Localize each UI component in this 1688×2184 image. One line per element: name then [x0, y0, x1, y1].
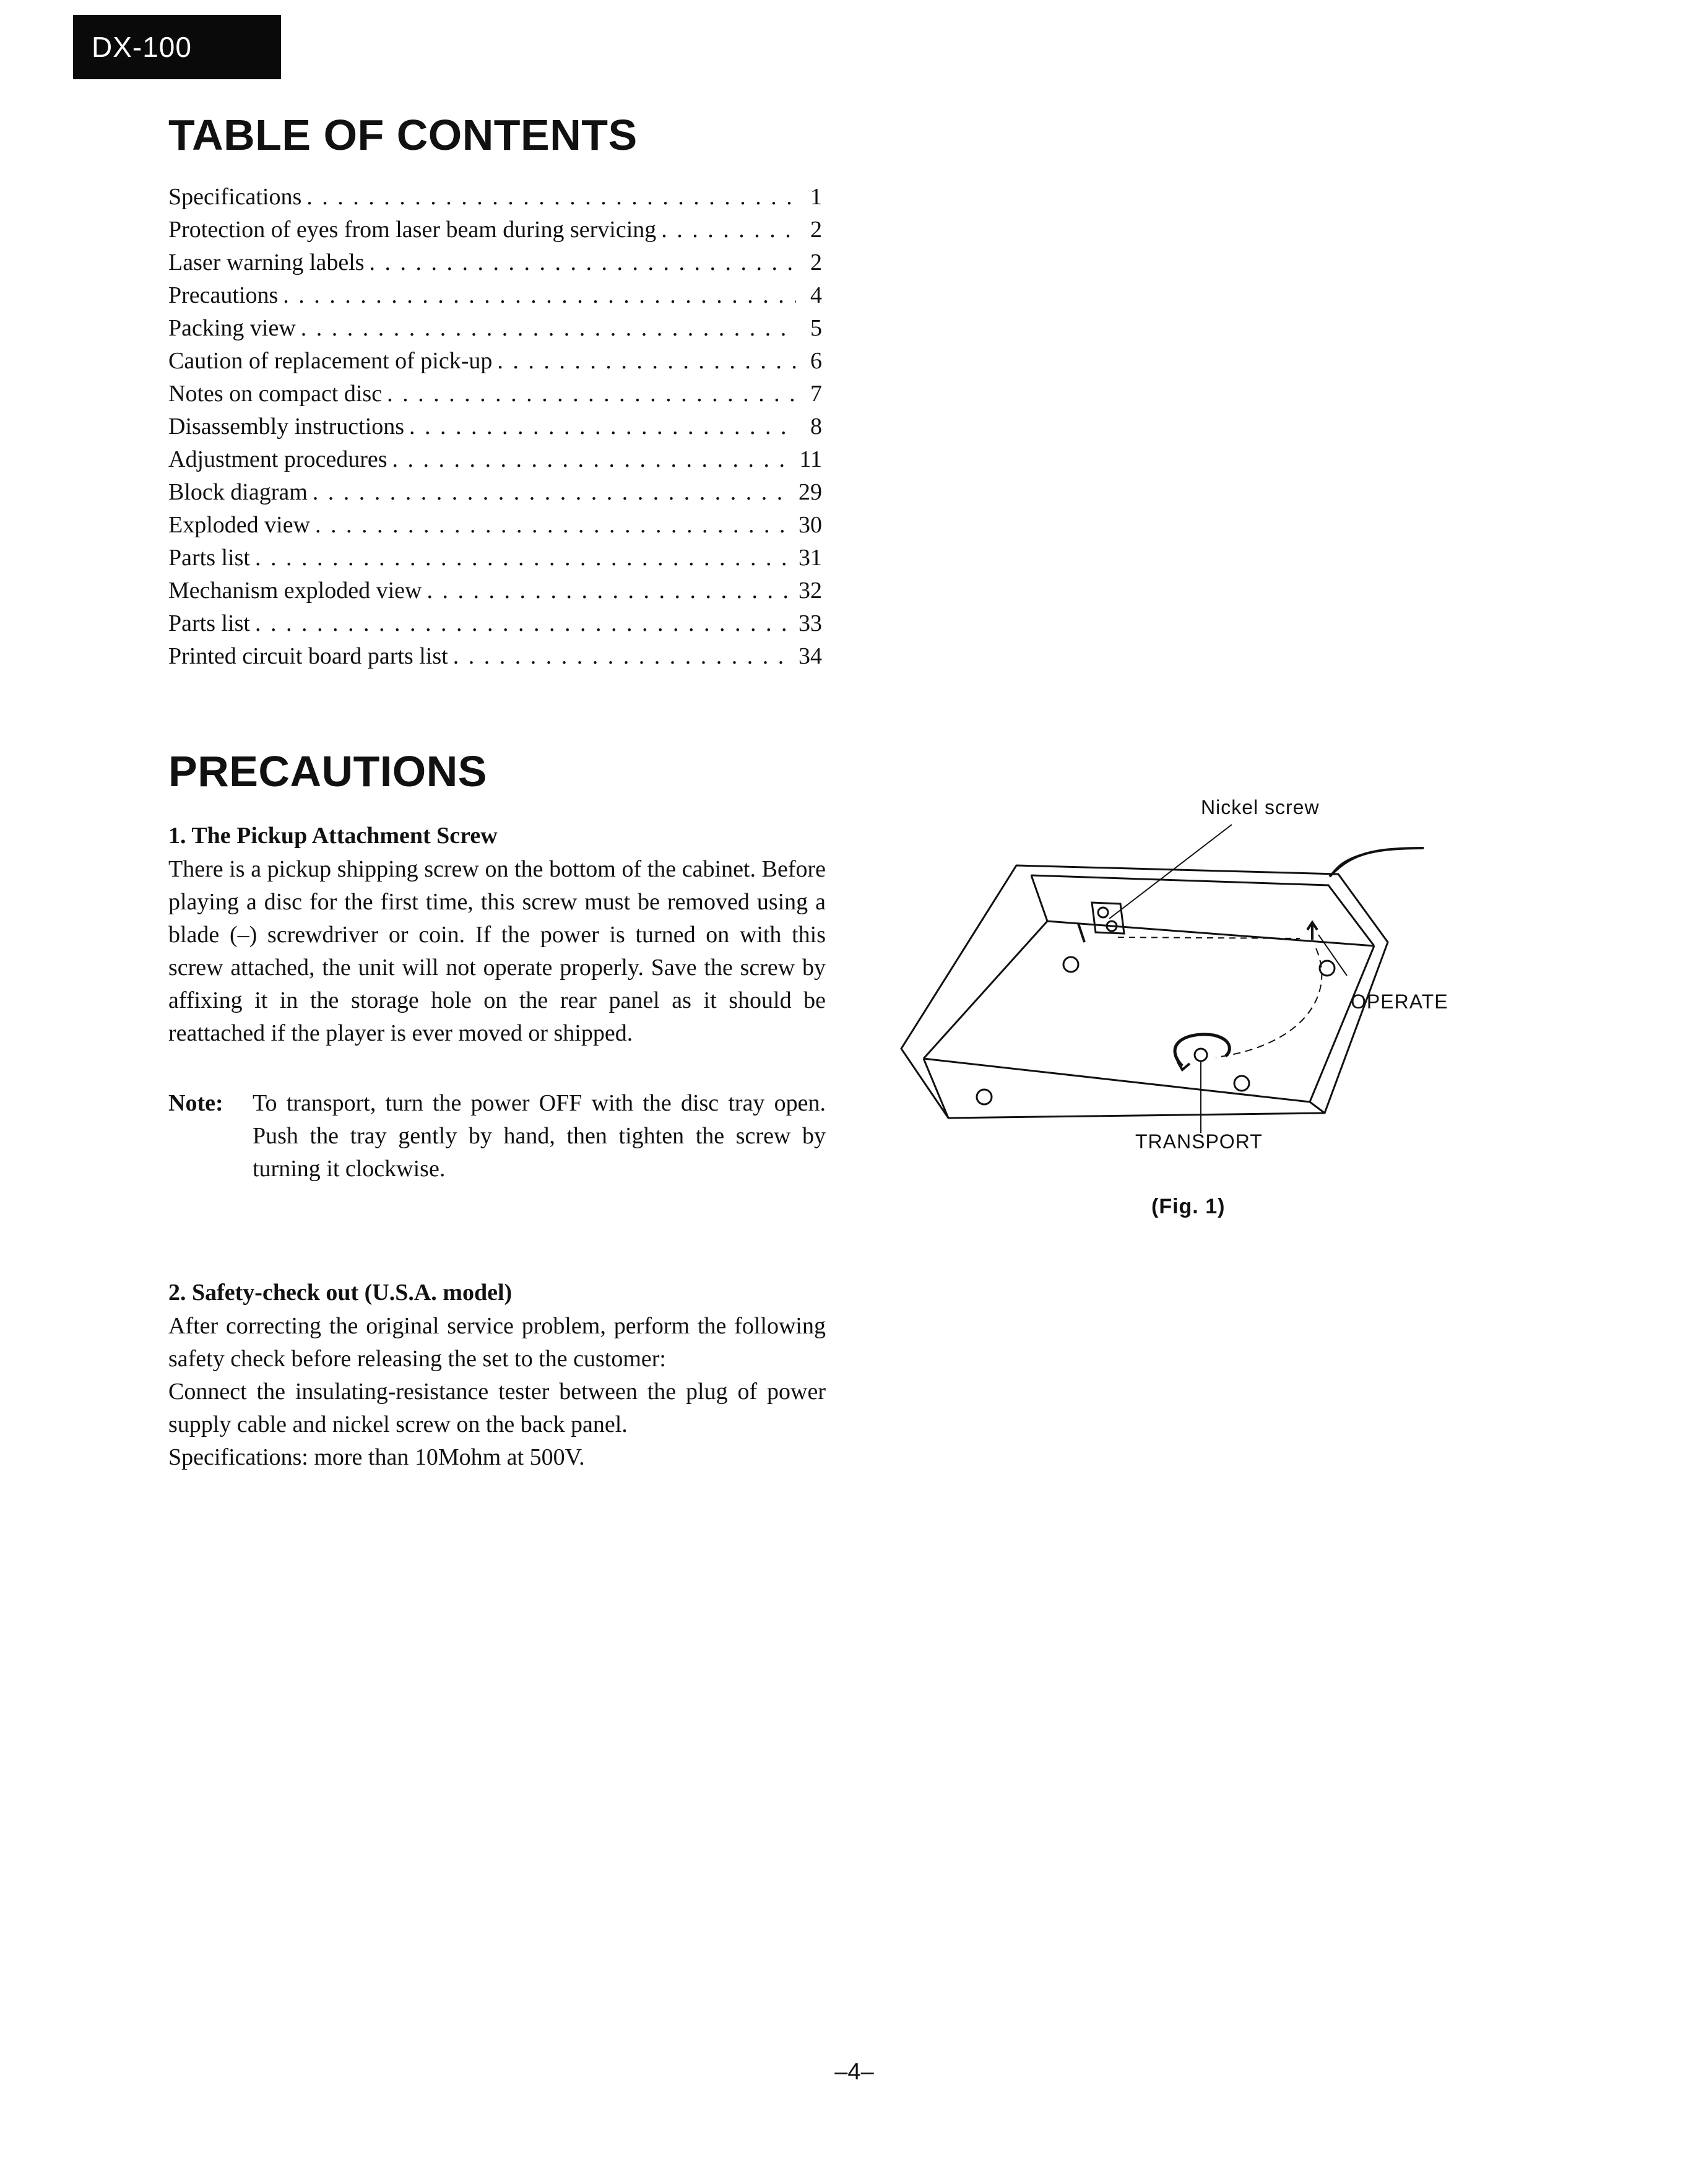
foot-icon	[1063, 957, 1078, 972]
toc-leader	[255, 544, 794, 571]
nickel-screw-label: Nickel screw	[1201, 796, 1320, 818]
toc-entry-title: Specifications	[168, 184, 302, 210]
section1-heading: 1. The Pickup Attachment Screw	[168, 823, 498, 849]
toc-entry-page: 32	[799, 578, 822, 604]
transport-label: TRANSPORT	[1135, 1130, 1263, 1153]
toc-entry-page: 30	[799, 512, 822, 538]
toc-entry-title: Block diagram	[168, 479, 308, 505]
toc-entry[interactable]	[168, 413, 822, 446]
toc-entry-page: 7	[810, 381, 822, 407]
operate-arrow-icon	[1307, 922, 1317, 940]
toc-entry[interactable]	[168, 479, 822, 511]
toc-entry-title: Exploded view	[168, 512, 311, 538]
toc-leader	[661, 216, 796, 243]
transport-screw-icon	[1195, 1049, 1207, 1061]
transport-note	[168, 1087, 826, 1185]
toc-entry[interactable]	[168, 544, 822, 577]
toc-entry[interactable]	[168, 282, 822, 314]
toc-entry-title: Mechanism exploded view	[168, 578, 422, 604]
toc-entry[interactable]	[168, 314, 822, 347]
section2-body	[168, 1310, 826, 1474]
toc-leader	[497, 347, 796, 375]
precautions-title: PRECAUTIONS	[168, 747, 487, 795]
toc-list	[168, 183, 822, 675]
toc-entry-title: Packing view	[168, 315, 296, 341]
toc-entry[interactable]	[168, 446, 822, 479]
section2-paragraph-2: Connect the insulating-resistance tester between the plug of power supply cable and nickel screw on the back panel.	[168, 1379, 826, 1437]
toc-entry[interactable]	[168, 183, 822, 216]
toc-entry-page: 31	[799, 545, 822, 571]
toc-entry[interactable]	[168, 216, 822, 249]
toc-entry-title: Notes on compact disc	[168, 381, 383, 407]
toc-leader	[370, 249, 796, 276]
toc-entry-page: 34	[799, 643, 822, 669]
nickel-screw-icon	[1098, 908, 1108, 917]
toc-title: TABLE OF CONTENTS	[168, 111, 638, 159]
toc-entry-title: Protection of eyes from laser beam during servicing	[168, 217, 657, 243]
section1-body: There is a pickup shipping screw on the bottom of the cabinet. Before playing a disc for the first time, this screw must be removed using a blade (–) screwdriver or coin. If the power is turned on with this screw attached, the unit will not operate properly. Save the screw by affixing it in the storage hole on the rear panel as it should be reattached if the player is ever moved or shipped.	[168, 856, 826, 1046]
section2-paragraph-1: After correcting the original service problem, perform the following safety check before releasing the set to the customer:	[168, 1313, 826, 1372]
toc-leader	[315, 511, 794, 539]
model-tab: DX-100	[73, 15, 281, 79]
note-text: To transport, turn the power OFF with the disc tray open. Push the tray gently by hand, then tighten the screw by turning it clockwise.	[253, 1090, 826, 1182]
toc-entry-page: 8	[810, 414, 822, 440]
toc-leader	[426, 577, 794, 604]
toc-entry[interactable]	[168, 347, 822, 380]
cabinet-top-rim	[901, 865, 1388, 1118]
section2-paragraph-3: Specifications: more than 10Mohm at 500V.	[168, 1444, 585, 1470]
toc-entry-page: 4	[810, 282, 822, 308]
toc-leader	[301, 314, 796, 342]
toc-entry-title: Laser warning labels	[168, 249, 365, 275]
figure-caption: (Fig. 1)	[1151, 1195, 1226, 1218]
toc-entry-page: 1	[810, 184, 822, 210]
toc-entry[interactable]	[168, 511, 822, 544]
toc-entry-title: Printed circuit board parts list	[168, 643, 448, 669]
toc-entry-page: 6	[810, 348, 822, 374]
toc-entry[interactable]	[168, 643, 822, 675]
toc-entry-title: Adjustment procedures	[168, 446, 387, 472]
toc-leader	[387, 380, 796, 407]
toc-leader	[306, 183, 796, 210]
toc-entry-title: Disassembly instructions	[168, 414, 405, 440]
toc-leader	[392, 446, 795, 473]
toc-entry-page: 5	[810, 315, 822, 341]
figure-1	[891, 786, 1486, 1244]
operate-label: OPERATE	[1351, 990, 1448, 1013]
toc-entry-page: 11	[799, 446, 822, 472]
toc-entry[interactable]	[168, 249, 822, 282]
toc-entry[interactable]	[168, 380, 822, 413]
foot-icon	[977, 1090, 992, 1104]
foot-icon	[1234, 1076, 1249, 1091]
toc-leader	[453, 643, 794, 670]
toc-leader	[283, 282, 796, 309]
section2-heading: 2. Safety-check out (U.S.A. model)	[168, 1280, 513, 1306]
toc-entry-page: 29	[799, 479, 822, 505]
cabinet-bottom-illustration	[891, 786, 1486, 1244]
note-label: Note:	[168, 1090, 223, 1116]
toc-entry-title: Parts list	[168, 545, 250, 571]
toc-entry-page: 2	[810, 217, 822, 243]
toc-entry-title: Caution of replacement of pick-up	[168, 348, 493, 374]
toc-leader	[409, 413, 796, 440]
toc-entry-page: 33	[799, 610, 822, 636]
toc-entry[interactable]	[168, 610, 822, 643]
toc-entry-title: Precautions	[168, 282, 279, 308]
toc-leader	[313, 479, 794, 506]
toc-entry-title: Parts list	[168, 610, 250, 636]
toc-leader	[255, 610, 794, 637]
page-number: –4–	[834, 2059, 874, 2085]
toc-entry[interactable]	[168, 577, 822, 610]
toc-entry-page: 2	[810, 249, 822, 275]
